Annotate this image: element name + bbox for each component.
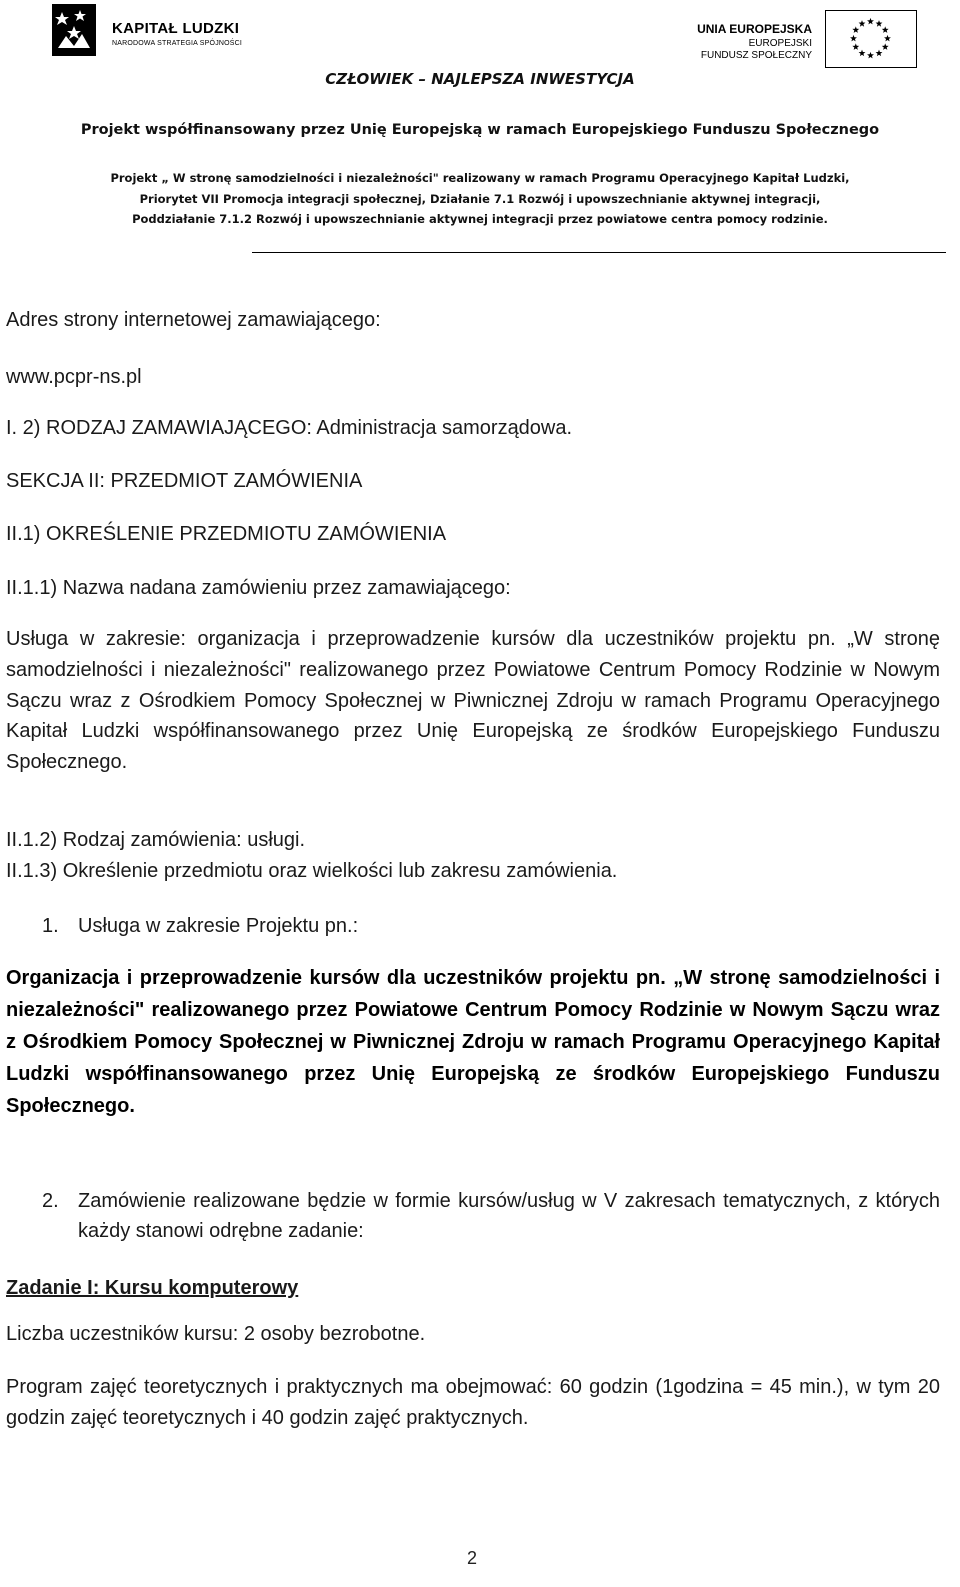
subsection-heading: II.1) OKREŚLENIE PRZEDMIOTU ZAMÓWIENIA: [6, 523, 447, 545]
order-type: II.1.2) Rodzaj zamówienia: usługi.: [6, 829, 306, 851]
list-item-number: 1.: [42, 915, 59, 937]
header-cofinanced: Projekt współfinansowany przez Unię Europejską w ramach Europejskiego Funduszu Społecznego: [80, 122, 880, 138]
type-value: : Administracja samorządowa.: [306, 417, 573, 439]
type-label: I. 2) RODZAJ ZAMAWIAJĄCEGO: [6, 417, 307, 439]
eu-star-icon: [850, 35, 857, 42]
order-scope-heading: II.1.3) Określenie przedmiotu oraz wielkości lub zakresu zamówienia.: [6, 860, 618, 882]
list-item-number: 2.: [42, 1190, 59, 1212]
list-item-text: Usługa w zakresie Projektu pn.:: [78, 915, 359, 937]
eu-logo: [695, 10, 917, 68]
eu-star-icon: [876, 20, 883, 27]
eu-star-icon: [859, 20, 866, 27]
eu-star-icon: [882, 43, 889, 50]
page-number: 2: [466, 1548, 477, 1568]
eu-star-icon: [867, 18, 874, 25]
eu-star-icon: [852, 26, 859, 33]
participants-count: Liczba uczestników kursu: 2 osoby bezrobotne.: [6, 1323, 426, 1345]
kapital-ludzki-mark-icon: [52, 4, 96, 56]
header-project-line: Poddziałanie 7.1.2 Rozwój i upowszechnianie aktywnej integracji przez powiatowe centra pomocy rodzinie.: [132, 212, 828, 226]
kapital-ludzki-name: KAPITAŁ LUDZKI: [112, 20, 240, 37]
eu-star-icon: [852, 43, 859, 50]
eu-logo-line2: EUROPEJSKI: [748, 38, 812, 49]
kapital-ludzki-subtitle: NARODOWA STRATEGIA SPÓJNOŚCI: [112, 40, 243, 47]
task-heading: Zadanie I: Kursu komputerowy: [6, 1277, 299, 1299]
contracting-authority-type: [6, 414, 572, 442]
eu-flag-icon: [825, 10, 917, 68]
kapital-ludzki-logo: [52, 4, 282, 60]
header-motto: CZŁOWIEK – NAJLEPSZA INWESTYCJA: [325, 70, 635, 88]
eu-star-icon: [867, 52, 874, 59]
header-project-line: Projekt „ W stronę samodzielności i niezależności" realizowany w ramach Programu Operacyjnego Kapitał Ludzki,: [110, 171, 850, 185]
eu-logo-line3: FUNDUSZ SPOŁECZNY: [700, 50, 812, 61]
eu-star-icon: [859, 50, 866, 57]
website-link[interactable]: www.pcpr-ns.pl: [6, 366, 142, 388]
eu-star-icon: [882, 26, 889, 33]
header-divider: [252, 252, 946, 253]
list-item: [42, 1186, 940, 1246]
page-header: [0, 0, 960, 262]
service-description: Usługa w zakresie: organizacja i przeprowadzenie kursów dla uczestników projektu pn. „W stronę samodzielności i niezależności" realizowanego przez Powiatowe Centrum Pomocy Rodzinie w Nowym Sączu wraz z Ośrodkiem Pomocy Społecznej w Piwnicznej Zdroju w ramach Programu Operacyjnego Kapitał Ludzki współfinansowanego przez Unię Europejską ze środków Europejskiego Funduszu Społecznego.: [6, 628, 940, 774]
eu-logo-line1: UNIA EUROPEJSKA: [697, 22, 812, 36]
address-label: Adres strony internetowej zamawiającego:: [6, 309, 381, 331]
list-item: [42, 912, 358, 940]
order-name-label: II.1.1) Nazwa nadana zamówieniu przez zamawiającego:: [6, 577, 511, 599]
program-description: Program zajęć teoretycznych i praktycznych ma obejmować: 60 godzin (1godzina = 45 min.), w tym 20 godzin zajęć teoretycznych i 40 godzin zajęć praktycznych.: [6, 1376, 940, 1429]
list-item-text: Zamówienie realizowane będzie w formie kursów/usług w V zakresach tematycznych, z których każdy stanowi odrębne zadanie:: [78, 1190, 940, 1242]
header-project-line: Priorytet VII Promocja integracji społecznej, Działanie 7.1 Rozwój i upowszechnianie aktywnej integracji,: [139, 192, 821, 206]
eu-star-icon: [876, 50, 883, 57]
eu-star-icon: [884, 35, 891, 42]
section-heading: SEKCJA II: PRZEDMIOT ZAMÓWIENIA: [6, 470, 363, 492]
project-title-bold: Organizacja i przeprowadzenie kursów dla uczestników projektu pn. „W stronę samodzielności i niezależności" realizowanego przez Powiatowe Centrum Pomocy Rodzinie w Nowym Sączu wraz z Ośrodkiem Pomocy Społecznej w Piwnicznej Zdroju w ramach Programu Operacyjnego Kapitał Ludzki współfinansowanego przez Unię Europejską ze środków Europejskiego Funduszu Społecznego.: [6, 967, 940, 1117]
